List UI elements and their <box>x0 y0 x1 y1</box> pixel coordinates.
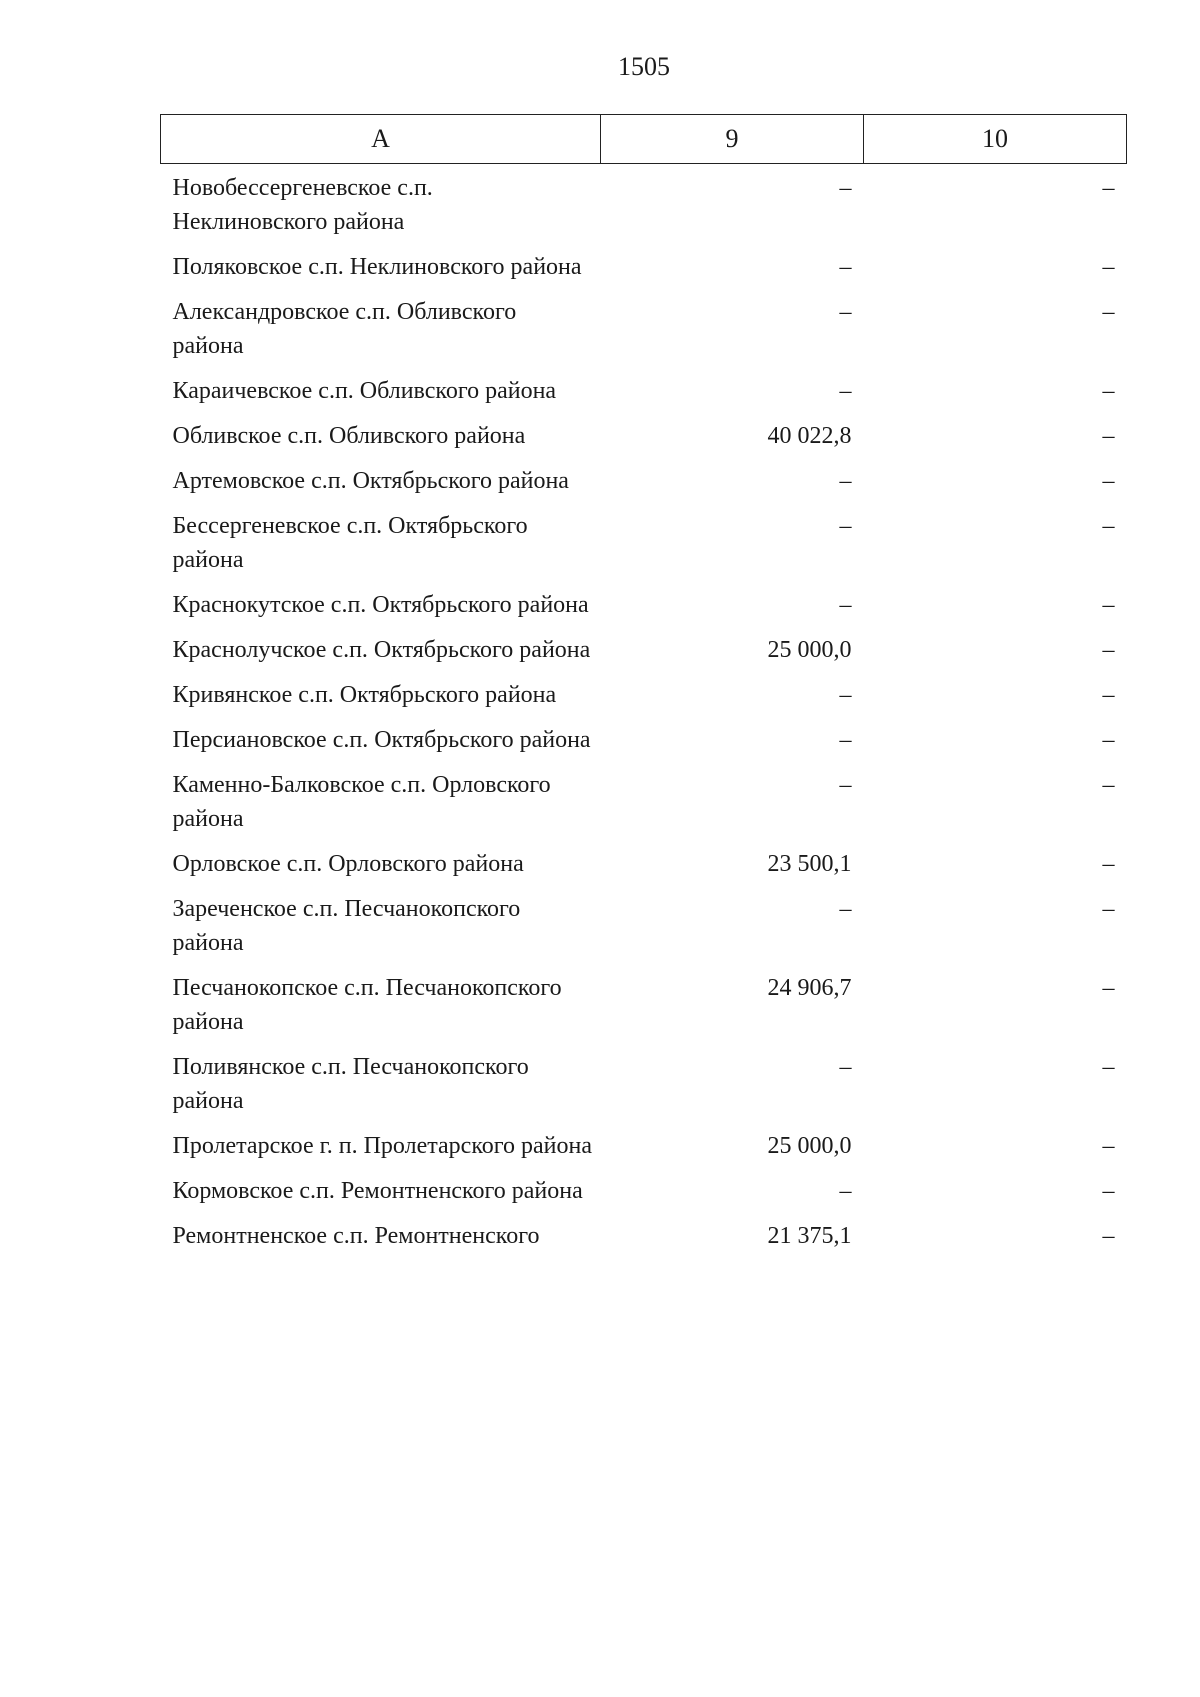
table-row <box>161 971 1127 1050</box>
table-row <box>161 1174 1127 1219</box>
row-col-10-cell: – <box>1102 1223 1115 1249</box>
data-table <box>160 114 1127 1264</box>
row-name-cell: Кривянское с.п. Октябрьского района <box>172 682 557 708</box>
table-row <box>161 1129 1127 1174</box>
row-col-9-cell: – <box>839 254 852 280</box>
row-name-cell: Песчанокопское с.п. Песчанокопского района <box>172 975 562 1035</box>
row-name-cell: Бессергеневское с.п. Октябрьского района <box>172 513 528 573</box>
row-col-9-cell: 21 375,1 <box>767 1223 852 1249</box>
row-name-cell: Караичевское с.п. Обливского района <box>172 378 557 404</box>
row-name-cell: Ремонтненское с.п. Ремонтненского <box>172 1223 540 1249</box>
table-row <box>161 1050 1127 1129</box>
table-row <box>161 419 1127 464</box>
table-row <box>161 295 1127 374</box>
row-col-10-cell: – <box>1102 682 1115 708</box>
row-col-10-cell: – <box>1102 896 1115 922</box>
table-body <box>161 164 1127 1265</box>
row-name-cell: Краснолучское с.п. Октябрьского района <box>172 637 591 663</box>
header-col-10: 10 <box>864 115 1127 164</box>
row-col-9-cell: 23 500,1 <box>767 851 852 877</box>
row-name-cell: Кормовское с.п. Ремонтненского района <box>172 1178 583 1204</box>
table-row <box>161 1219 1127 1264</box>
row-name-cell: Пролетарское г. п. Пролетарского района <box>172 1133 593 1159</box>
table-row <box>161 768 1127 847</box>
table-row <box>161 374 1127 419</box>
row-col-10-cell: – <box>1102 592 1115 618</box>
row-col-9-cell: – <box>839 299 852 325</box>
header-row <box>161 115 1127 164</box>
row-col-10-cell: – <box>1102 423 1115 449</box>
row-col-9-cell: – <box>839 1054 852 1080</box>
table-row <box>161 250 1127 295</box>
row-name-cell: Краснокутское с.п. Октябрьского района <box>172 592 589 618</box>
row-col-9-cell: – <box>839 468 852 494</box>
row-col-10-cell: – <box>1102 637 1115 663</box>
row-name-cell: Поливянское с.п. Песчанокопского района <box>172 1054 529 1114</box>
row-col-10-cell: – <box>1102 975 1115 1001</box>
row-col-9-cell: – <box>839 513 852 539</box>
row-col-9-cell: – <box>839 1178 852 1204</box>
header-col-9: 9 <box>601 115 864 164</box>
header-col-a: А <box>161 115 601 164</box>
table-row <box>161 509 1127 588</box>
row-col-10-cell: – <box>1102 299 1115 325</box>
table-row <box>161 633 1127 678</box>
row-col-9-cell: – <box>839 175 852 201</box>
row-col-9-cell: – <box>839 592 852 618</box>
row-col-10-cell: – <box>1102 175 1115 201</box>
row-col-10-cell: – <box>1102 1178 1115 1204</box>
row-name-cell: Новобессергеневское с.п. Неклиновского района <box>172 175 433 235</box>
row-col-9-cell: – <box>839 682 852 708</box>
row-name-cell: Артемовское с.п. Октябрьского района <box>172 468 569 494</box>
row-col-9-cell: – <box>839 772 852 798</box>
row-name-cell: Поляковское с.п. Неклиновского района <box>172 254 582 280</box>
row-name-cell: Персиановское с.п. Октябрьского района <box>172 727 591 753</box>
row-col-9-cell: 25 000,0 <box>767 1133 852 1159</box>
row-name-cell: Александровское с.п. Обливского района <box>172 299 517 359</box>
table-row <box>161 588 1127 633</box>
table-row <box>161 464 1127 509</box>
row-col-10-cell: – <box>1102 378 1115 404</box>
row-name-cell: Зареченское с.п. Песчанокопского района <box>172 896 521 956</box>
row-col-10-cell: – <box>1102 727 1115 753</box>
row-col-9-cell: 40 022,8 <box>767 423 852 449</box>
row-col-9-cell: – <box>839 896 852 922</box>
row-name-cell: Каменно-Балковское с.п. Орловского района <box>172 772 551 832</box>
row-col-10-cell: – <box>1102 468 1115 494</box>
table-row <box>161 678 1127 723</box>
row-col-10-cell: – <box>1102 1133 1115 1159</box>
row-col-9-cell: – <box>839 378 852 404</box>
row-name-cell: Орловское с.п. Орловского района <box>172 851 524 877</box>
row-col-9-cell: 25 000,0 <box>767 637 852 663</box>
table-row <box>161 723 1127 768</box>
row-col-10-cell: – <box>1102 851 1115 877</box>
row-col-10-cell: – <box>1102 513 1115 539</box>
row-col-9-cell: 24 906,7 <box>767 975 852 1001</box>
table-row <box>161 164 1127 251</box>
row-col-10-cell: – <box>1102 254 1115 280</box>
table-row <box>161 847 1127 892</box>
page-number: 1505 <box>618 52 670 81</box>
table-row <box>161 892 1127 971</box>
row-col-10-cell: – <box>1102 1054 1115 1080</box>
row-col-9-cell: – <box>839 727 852 753</box>
row-name-cell: Обливское с.п. Обливского района <box>172 423 526 449</box>
table-header <box>161 115 1127 164</box>
row-col-10-cell: – <box>1102 772 1115 798</box>
